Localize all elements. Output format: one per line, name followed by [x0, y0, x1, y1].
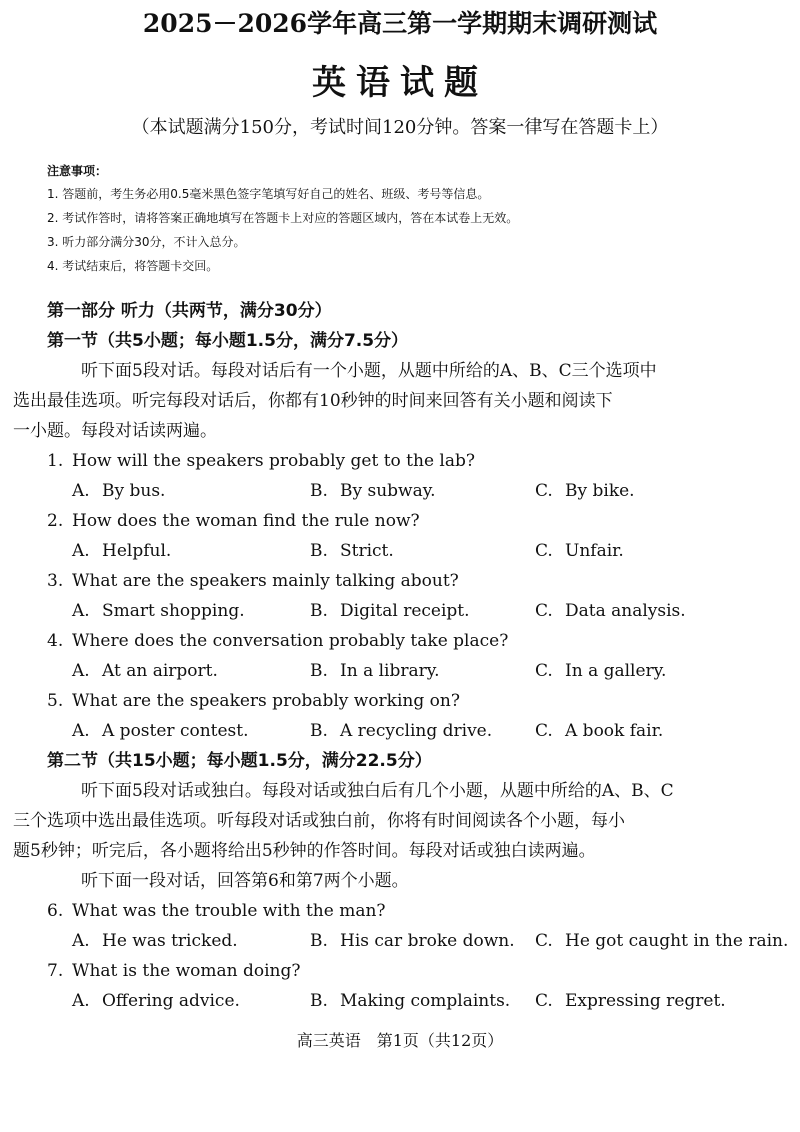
option-a	[72, 536, 171, 566]
option-letter: A.	[72, 931, 90, 951]
option-b	[310, 476, 436, 506]
options-row	[47, 716, 777, 746]
option-a	[72, 986, 240, 1016]
question-text: What is the woman doing?	[72, 961, 301, 981]
option-a	[72, 596, 245, 626]
section-heading: 第二节（共15小题；每小题1.5分，满分22.5分）	[47, 751, 432, 771]
option-text: Data analysis.	[565, 601, 686, 621]
listening-part	[13, 296, 789, 1016]
instruction-line: 一小题。每段对话读两遍。	[13, 421, 217, 441]
question	[47, 686, 777, 716]
option-text: Strict.	[340, 541, 394, 561]
options-row	[47, 536, 777, 566]
option-letter: A.	[72, 541, 90, 561]
option-letter: C.	[535, 931, 553, 951]
instruction-line: 选出最佳选项。听完每段对话后，你都有10秒钟的时间来回答有关小题和阅读下	[13, 391, 613, 411]
section-instructions	[13, 356, 777, 446]
notice-item: 4. 考试结束后，将答题卡交回。	[47, 259, 219, 273]
option-letter: B.	[310, 481, 328, 501]
question-text: Where does the conversation probably take place?	[72, 631, 509, 651]
question-number: 3.	[47, 571, 64, 591]
footer-page-number: 第1页（共12页）	[376, 1031, 504, 1050]
option-text: A poster contest.	[102, 721, 249, 741]
option-b	[310, 926, 515, 956]
question	[47, 506, 777, 536]
notice-item: 3. 听力部分满分30分，不计入总分。	[47, 235, 246, 249]
option-text: By bus.	[102, 481, 166, 501]
option-text: Digital receipt.	[340, 601, 470, 621]
option-letter: C.	[535, 601, 553, 621]
sub-instruction: 听下面一段对话，回答第6和第7两个小题。	[81, 871, 409, 891]
question	[47, 626, 777, 656]
option-text: At an airport.	[102, 661, 218, 681]
option-c	[535, 716, 663, 746]
option-letter: B.	[310, 601, 328, 621]
option-text: A book fair.	[565, 721, 664, 741]
option-c	[535, 536, 624, 566]
question-number: 6.	[47, 901, 64, 921]
option-text: His car broke down.	[340, 931, 515, 951]
option-letter: B.	[310, 541, 328, 561]
option-text: By bike.	[565, 481, 635, 501]
option-text: By subway.	[340, 481, 436, 501]
option-c	[535, 656, 666, 686]
question-text: How will the speakers probably get to the lab?	[72, 451, 475, 471]
option-text: Helpful.	[102, 541, 172, 561]
notice-item: 1. 答题前，考生务必用0.5毫米黑色签字笔填写好自己的姓名、班级、考号等信息。	[47, 187, 490, 201]
question	[47, 896, 777, 926]
notice-item: 2. 考试作答时，请将答案正确地填写在答题卡上对应的答题区域内，答在本试卷上无效。	[47, 211, 519, 225]
question-number: 4.	[47, 631, 64, 651]
option-b	[310, 536, 394, 566]
option-b	[310, 656, 440, 686]
option-letter: A.	[72, 721, 90, 741]
option-text: Making complaints.	[340, 991, 511, 1011]
instruction-line: 题5秒钟；听完后，各小题将给出5秒钟的作答时间。每段对话或独白读两遍。	[13, 841, 596, 861]
option-c	[535, 986, 726, 1016]
options-row	[47, 476, 777, 506]
instruction-line: 听下面5段对话。每段对话后有一个小题，从题中所给的A、B、C三个选项中	[81, 361, 657, 381]
options-row	[47, 986, 777, 1016]
instruction-line: 三个选项中选出最佳选项。听每段对话或独白前，你将有时间阅读各个小题，每小	[13, 811, 625, 831]
exam-title: 2025－2026学年高三第一学期期末调研测试	[142, 9, 658, 38]
options-row	[47, 596, 777, 626]
question	[47, 566, 777, 596]
option-letter: B.	[310, 721, 328, 741]
question	[47, 446, 777, 476]
option-letter: A.	[72, 661, 90, 681]
question-number: 2.	[47, 511, 64, 531]
notice-section	[47, 160, 767, 278]
section-instructions	[13, 776, 777, 896]
option-letter: C.	[535, 541, 553, 561]
option-c	[535, 596, 686, 626]
question-text: What are the speakers probably working on?	[72, 691, 460, 711]
option-a	[72, 716, 249, 746]
option-letter: A.	[72, 601, 90, 621]
option-c	[535, 476, 635, 506]
option-text: He got caught in the rain.	[565, 931, 789, 951]
option-text: Expressing regret.	[565, 991, 726, 1011]
instruction-line: 听下面5段对话或独白。每段对话或独白后有几个小题，从题中所给的A、B、C	[81, 781, 674, 801]
section-heading: 第一节（共5小题；每小题1.5分，满分7.5分）	[47, 331, 409, 351]
option-a	[72, 476, 165, 506]
question-number: 7.	[47, 961, 64, 981]
footer-subject: 高三英语	[296, 1031, 361, 1050]
question-number: 1.	[47, 451, 64, 471]
notice-heading: 注意事项：	[47, 164, 108, 178]
option-letter: A.	[72, 991, 90, 1011]
option-letter: C.	[535, 991, 553, 1011]
option-a	[72, 926, 238, 956]
page-footer	[0, 1028, 800, 1051]
option-text: Smart shopping.	[102, 601, 245, 621]
option-text: Unfair.	[565, 541, 624, 561]
option-text: In a gallery.	[565, 661, 667, 681]
option-letter: C.	[535, 661, 553, 681]
subject-title: 英语试题	[312, 63, 488, 103]
option-b	[310, 986, 510, 1016]
option-text: He was tricked.	[102, 931, 238, 951]
option-text: Offering advice.	[102, 991, 240, 1011]
option-letter: B.	[310, 991, 328, 1011]
option-letter: B.	[310, 931, 328, 951]
option-b	[310, 716, 492, 746]
option-text: A recycling drive.	[340, 721, 493, 741]
question-number: 5.	[47, 691, 64, 711]
exam-info: （本试题满分150分，考试时间120分钟。答案一律写在答题卡上）	[131, 117, 669, 138]
option-letter: B.	[310, 661, 328, 681]
option-letter: C.	[535, 481, 553, 501]
part-heading: 第一部分 听力（共两节，满分30分）	[47, 301, 332, 321]
option-letter: A.	[72, 481, 90, 501]
question	[47, 956, 777, 986]
option-b	[310, 596, 470, 626]
option-text: In a library.	[340, 661, 440, 681]
question-text: What was the trouble with the man?	[72, 901, 386, 921]
options-row	[47, 656, 777, 686]
option-c	[535, 926, 788, 956]
option-a	[72, 656, 218, 686]
options-row	[47, 926, 789, 956]
option-letter: C.	[535, 721, 553, 741]
question-text: What are the speakers mainly talking about?	[72, 571, 459, 591]
question-text: How does the woman find the rule now?	[72, 511, 420, 531]
